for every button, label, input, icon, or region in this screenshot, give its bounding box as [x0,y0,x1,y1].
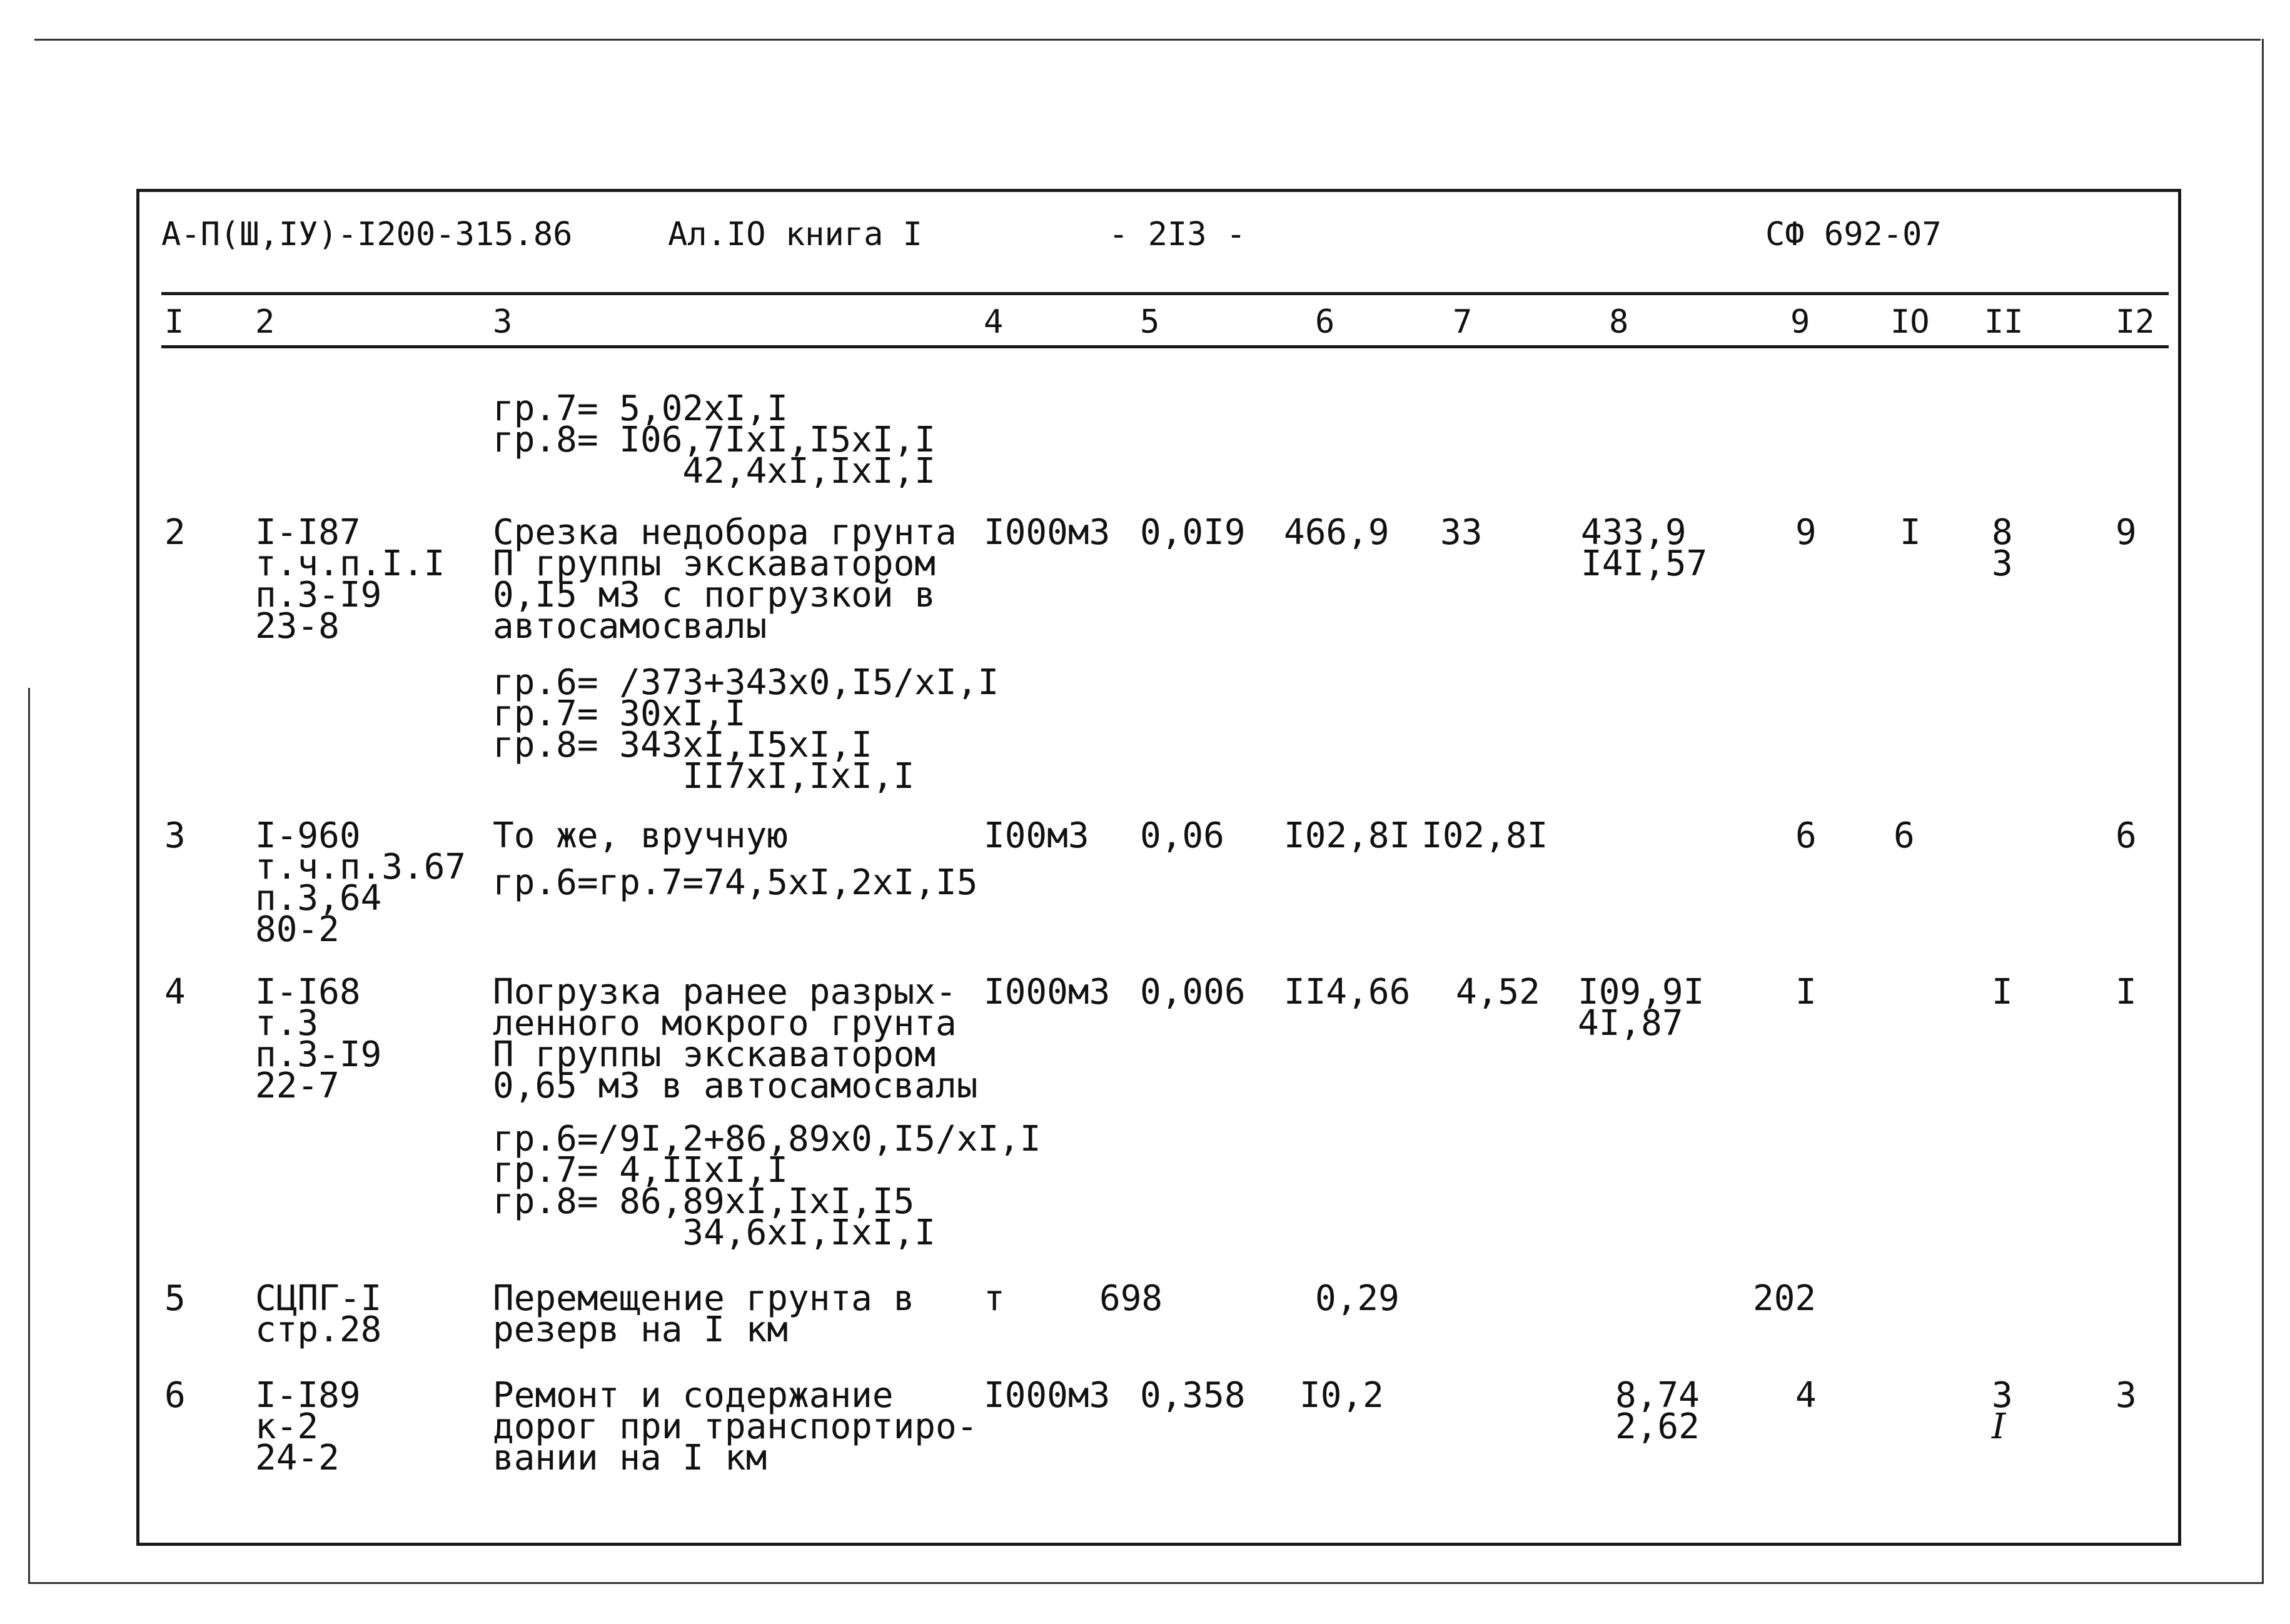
row-2-col11: 8 3 [1992,512,2013,584]
document-frame [136,189,2181,1546]
row-5-number: 5 [164,1278,186,1319]
row-6-col8: 8,74 2,62 [1615,1375,1700,1447]
scan-edge-top [34,39,2261,41]
row-3-formulas: гр.6=гр.7=74,5хI,2хI,I5 [493,862,978,903]
row-2-col12: 9 [2116,512,2137,553]
row-3-code: I-960 т.ч.п.3.67 п.3,64 80-2 [255,815,467,950]
row-3-col6: I02,8I [1284,815,1411,856]
row-3-col9: 6 [1795,815,1817,856]
row-6-code: I-I89 к-2 24-2 [255,1375,361,1478]
row-6-col9: 4 [1795,1375,1817,1416]
row-4-number: 4 [164,972,186,1012]
row-6-unit: I000м3 [984,1375,1111,1416]
column-number-3: 3 [493,303,513,341]
row-2-quantity: 0,0I9 [1140,512,1246,553]
row-5-col6: 0,29 [1315,1278,1400,1319]
row-4-col11: I [1992,972,2013,1012]
row-3-quantity: 0,06 [1140,815,1224,856]
row-6-col11: 3 [1992,1375,2013,1416]
scan-edge-left [28,688,30,1582]
row-3-col12: 6 [2116,815,2137,856]
row-2-description: Срезка недобора грунта П группы экскаватором 0,I5 м3 с погрузкой в автосамосвалы [493,512,957,647]
row-3-col7: I02,8I [1421,815,1548,856]
row-2-col8: 433,9 I4I,57 [1581,512,1708,584]
row-4-formulas: гр.6=/9I,2+86,89х0,I5/хI,I гр.7= 4,IIхI,I гр.8= 86,89хI,IхI,I5 34,6хI,IхI,I [493,1119,1041,1253]
row-0-formulas: гр.7= 5,02хI,I гр.8= I06,7IхI,I5хI,I 42,4хI,IхI,I [493,388,936,492]
row-5-description: Перемещение грунта в резерв на I км [493,1278,915,1350]
row-2-code: I-I87 т.ч.п.I.I п.3-I9 23-8 [255,512,445,647]
row-4-col9: I [1795,972,1817,1012]
row-4-quantity: 0,006 [1140,972,1246,1012]
column-number-2: 2 [255,303,275,341]
row-3-description: То же, вручную [493,815,789,856]
row-6-col11-handwritten: I [1992,1406,2006,1447]
row-4-col7: 4,52 [1456,972,1540,1012]
column-number-11: II [1984,303,2024,341]
row-5-col9: 202 [1753,1278,1817,1319]
row-4-col8: I09,9I 4I,87 [1578,972,1705,1044]
column-number-9: 9 [1790,303,1810,341]
column-number-6: 6 [1315,303,1335,341]
row-4-code: I-I68 т.3 п.3-I9 22-7 [255,972,382,1106]
row-5-unit: т [984,1278,1005,1319]
row-4-col12: I [2116,972,2137,1012]
row-2-col7: 33 [1440,512,1483,553]
document-code: СФ 692-07 [1765,216,1942,253]
row-6-col6: I0,2 [1299,1375,1384,1416]
row-6-col12: 3 [2116,1375,2137,1416]
scan-edge-bottom [28,1582,2264,1584]
row-5-quantity: 698 [1099,1278,1163,1319]
row-3-number: 3 [164,815,186,856]
column-header-rule [161,345,2169,348]
row-2-unit: I000м3 [984,512,1111,553]
album-label: Ал.IO книга I [668,216,922,253]
column-number-7: 7 [1453,303,1473,341]
scan-edge-right [2262,39,2264,1583]
column-number-4: 4 [984,303,1004,341]
column-number-10: IO [1890,303,1930,341]
row-4-description: Погрузка ранее разрых- ленного мокрого грунта П группы экскаватором 0,65 м3 в автосамосвалы [493,972,978,1106]
row-6-number: 6 [164,1375,186,1416]
row-6-quantity: 0,358 [1140,1375,1246,1416]
row-5-code: СЦПГ-I стр.28 [255,1278,382,1350]
column-number-1: I [164,303,184,341]
row-2-formulas: гр.6= /373+343х0,I5/хI,I гр.7= 30хI,I гр.8= 343хI,I5хI,I II7хI,IхI,I [493,662,999,797]
row-4-unit: I000м3 [984,972,1111,1012]
header-rule [161,292,2169,295]
row-2-col10: I [1900,512,1921,553]
column-number-5: 5 [1140,303,1160,341]
page-number: - 2I3 - [1109,216,1246,253]
row-2-number: 2 [164,512,186,553]
row-2-col9: 9 [1795,512,1817,553]
row-6-description: Ремонт и содержание дорог при транспортиро- вании на I км [493,1375,978,1478]
document-designation: А-П(Ш,IУ)-I200-315.86 [161,216,573,253]
row-3-unit: I00м3 [984,815,1089,856]
column-number-8: 8 [1609,303,1629,341]
row-4-col6: II4,66 [1284,972,1411,1012]
row-2-col6: 466,9 [1284,512,1390,553]
column-number-12: I2 [2116,303,2155,341]
row-3-col10: 6 [1894,815,1915,856]
